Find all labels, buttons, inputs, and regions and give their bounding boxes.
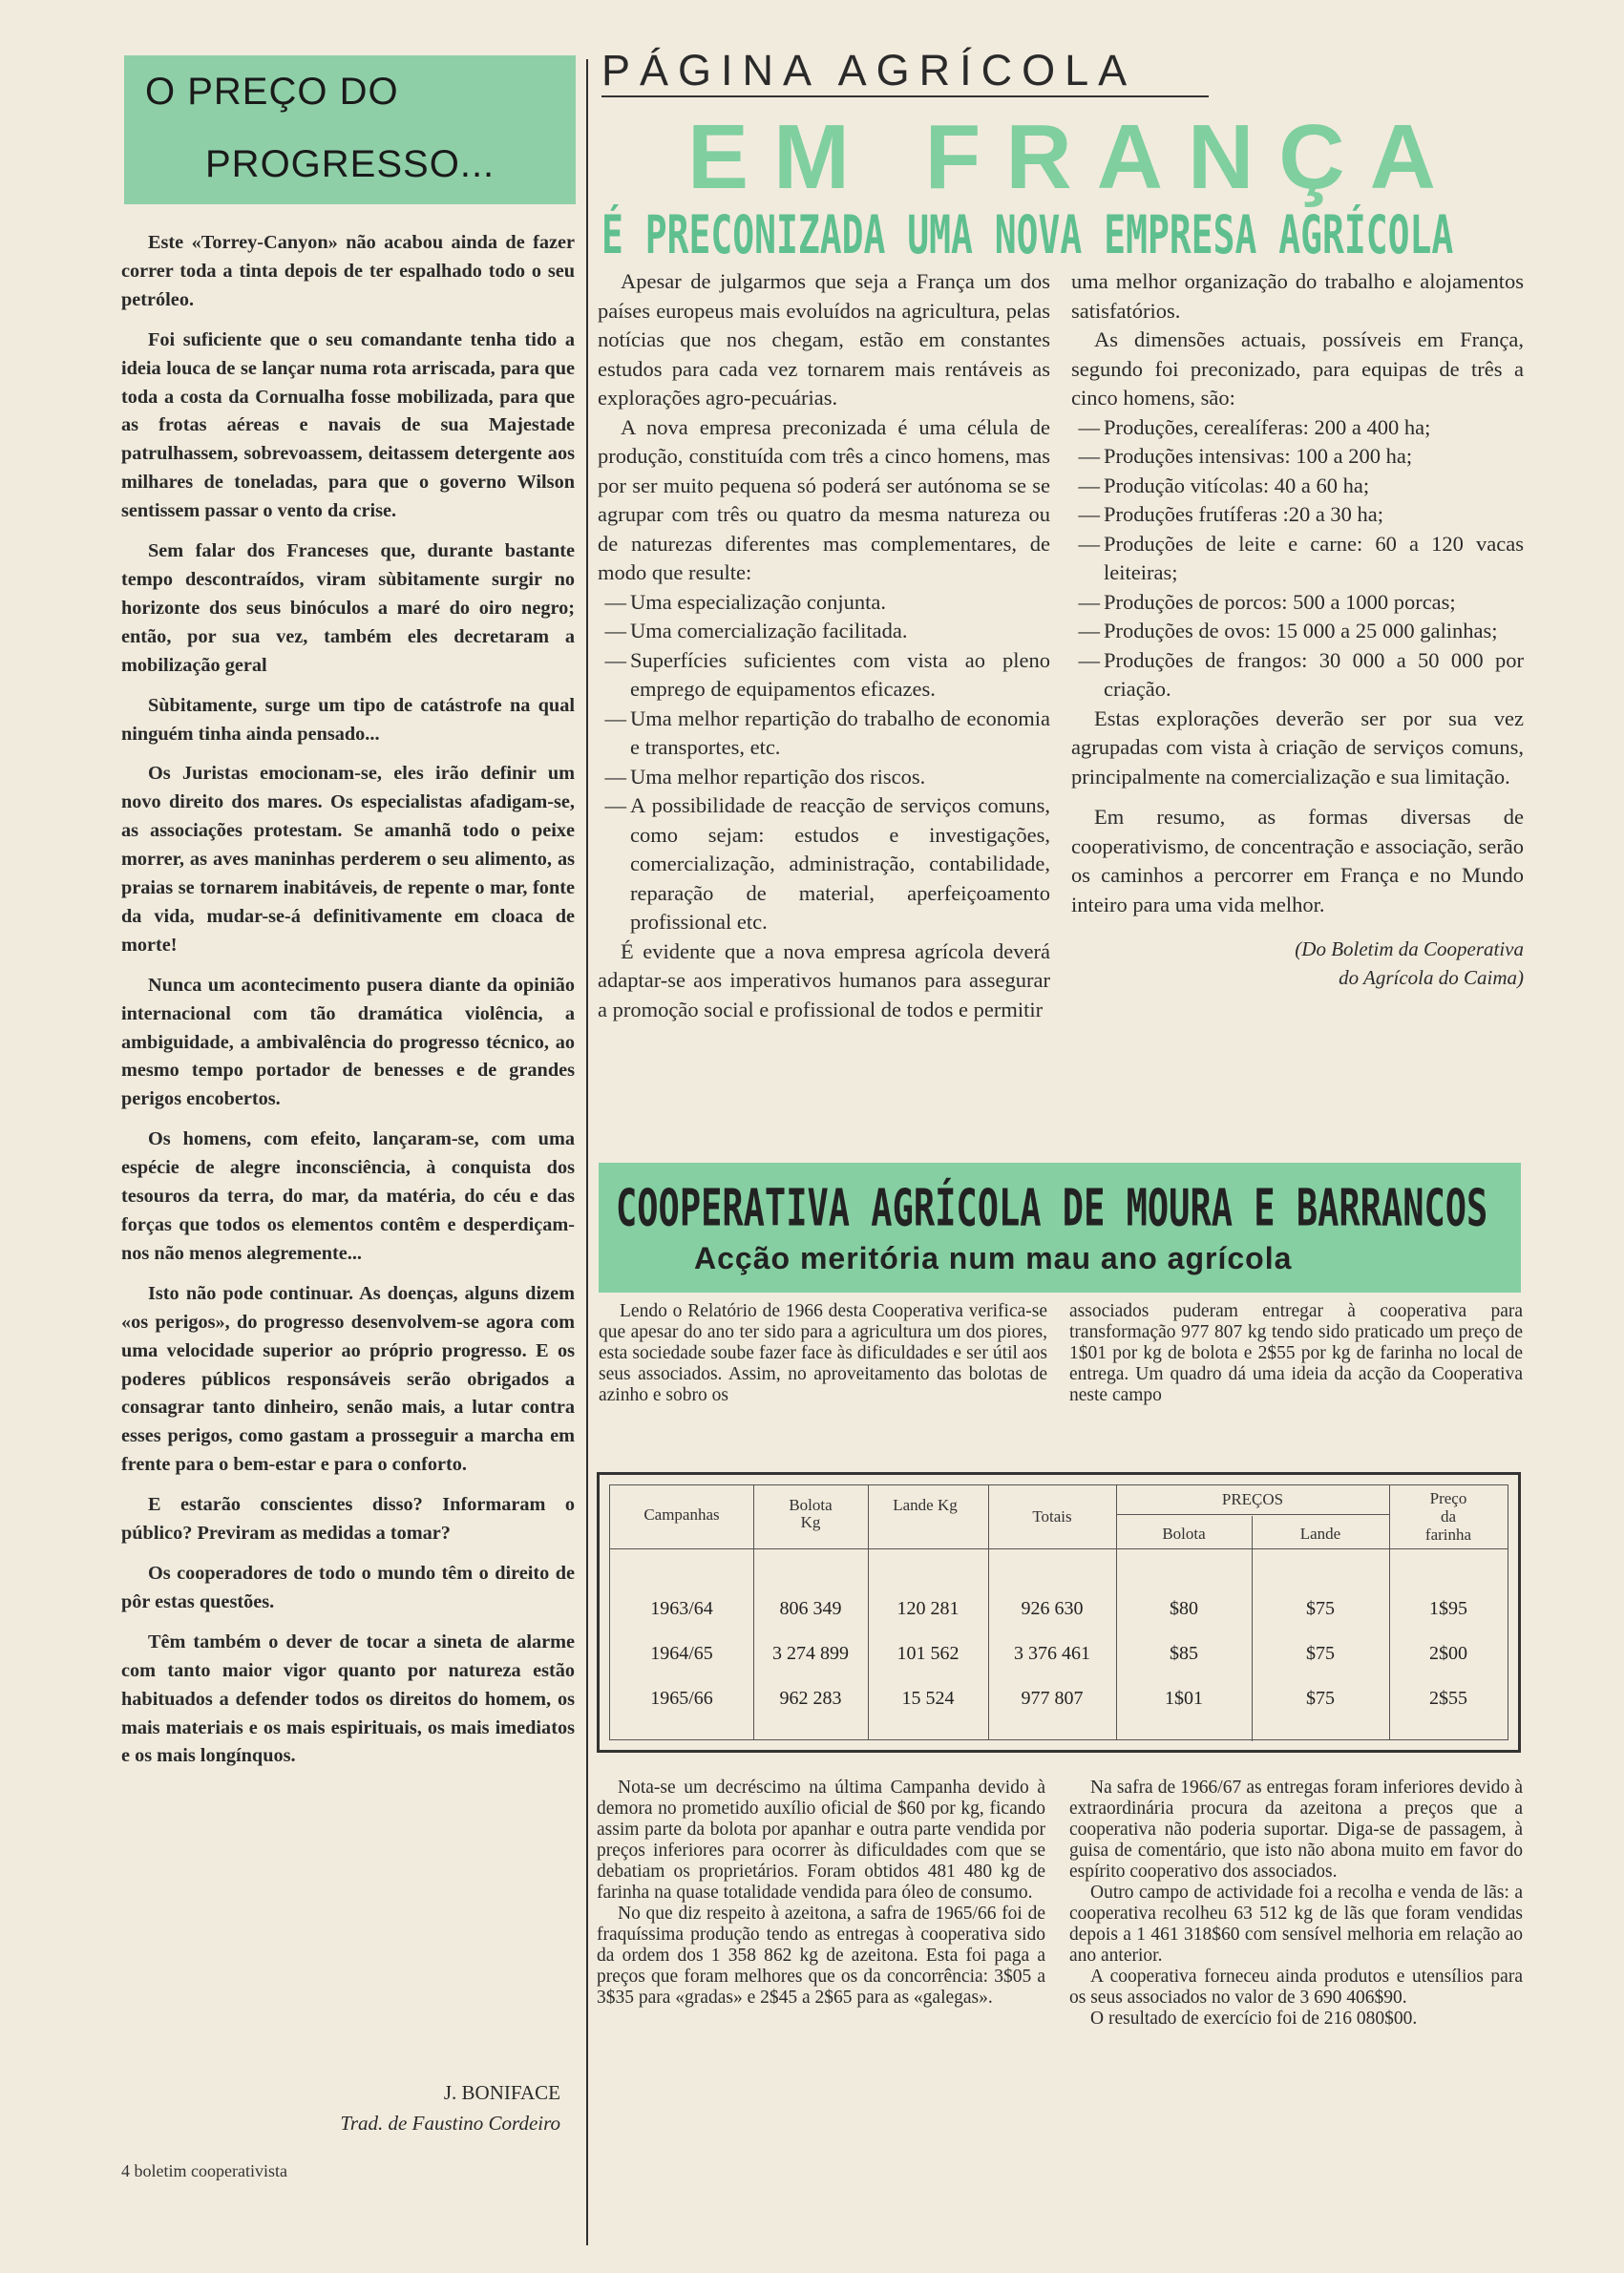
table-cell: $75	[1306, 1688, 1335, 1709]
table-cell: 3 376 461	[1014, 1643, 1090, 1664]
list-item: — Produções frutíferas :20 a 30 ha;	[1078, 502, 1384, 526]
coop-title-box	[599, 1163, 1521, 1293]
header-precos: PREÇOS	[1221, 1490, 1284, 1508]
paragraph: A cooperativa forneceu ainda produtos e utensílios para os seus associados no valor de 3 690 406$90.	[1069, 1967, 1523, 2008]
column-divider	[586, 59, 588, 2245]
list-item: — Produção vitícolas: 40 a 60 ha;	[1078, 473, 1370, 497]
left-paragraph: Foi suficiente que o seu comandante tenha tido a ideia louca de se lançar numa rota arriscada, para que toda a costa da Cornualha fosse mobilizada, para que as frotas aéreas e navais de sua Majestade patrulhassem, sobrevoassem, deitassem detergente aos milhares de toneladas, para que o governo Wilson sentissem passar o vento da crise.	[121, 328, 575, 522]
table-cell: 101 562	[896, 1643, 960, 1664]
table-cell: 806 349	[779, 1598, 842, 1619]
paragraph: É evidente que a nova empresa agrícola deverá adaptar-se aos imperativos humanos para assegurar a promoção social e profissional de todos e permitir	[598, 938, 1050, 1021]
page-footer: 4 boletim cooperativista	[121, 2161, 287, 2180]
list-item: — Produções intensivas: 100 a 200 ha;	[1078, 444, 1413, 468]
table-cell: 1964/65	[650, 1643, 713, 1664]
paragraph: uma melhor organização do trabalho e alojamentos satisfatórios.	[1071, 269, 1524, 323]
section-header: PÁGINA AGRÍCOLA	[601, 46, 1137, 95]
left-signature	[121, 2077, 560, 2138]
table-cell: 15 524	[901, 1688, 955, 1709]
table-cell: 1963/64	[650, 1598, 713, 1619]
left-article-body	[121, 229, 575, 1782]
left-paragraph: Sùbitamente, surge um tipo de catástrofe na qual ninguém tinha ainda pensado...	[121, 694, 575, 745]
author-name: J. BONIFACE	[443, 2081, 560, 2104]
coop-subtitle: Acção meritória num mau ano agrícola	[694, 1241, 1293, 1275]
list-item: — Uma melhor repartição dos riscos.	[604, 764, 926, 789]
list-item: — Uma comercialização facilitada.	[604, 619, 908, 642]
left-paragraph: Isto não pode continuar. As doenças, alguns dizem «os perigos», do progresso desenvolvem-se agora com uma velocidade superior ao próprio progresso. E os poderes públicos responsáveis serão obrigados a consagrar tanto dinheiro, senão mais, a lutar contra esses perigos, como gastam a prosseguir a marcha em frente para o bem-estar e para o conforto.	[121, 1282, 575, 1476]
paragraph: A nova empresa preconizada é uma célula de produção, constituída com três a cinco homens, mas por ser muito pequena só poderá ser autónoma se se agrupar com três ou quatro da mesma natureza ou de naturezas diferentes mas complementares, de modo que resulte:	[598, 414, 1050, 584]
paragraph: Na safra de 1966/67 as entregas foram inferiores devido à extraordinária procura da azeitona a preços que a cooperativa não poderia suportar. Diga-se de passagem, à guisa de comentário, que isto não abona muito em favor do espírito cooperativo dos associados.	[1069, 1778, 1523, 1882]
table-cell: 1$01	[1165, 1688, 1203, 1709]
coop-body-right	[1069, 1778, 1523, 2030]
translator-credit: Trad. de Faustino Cordeiro	[340, 2112, 560, 2135]
paragraph: Lendo o Relatório de 1966 desta Cooperativa verifica-se que apesar do ano ter sido para a agricultura um dos piores, esta sociedade soube fazer face às dificuldades e ser útil aos seus associados. Assim, no aproveitamento das bolotas de azinho e sobro os	[599, 1301, 1047, 1405]
coop-body-left	[597, 1778, 1045, 2009]
left-title-line2: PROGRESSO...	[205, 143, 496, 185]
paragraph: Nota-se um decréscimo na última Campanha devido à demora no prometido auxílio oficial de $60 por kg, ficando assim parte da bolota por apanhar e outra parte vendida por preços inferiores para ocorrer às dificuldades com que se debatiam os proprietários. Foram obtidos 481 480 kg de farinha na quase totalidade vendida para óleo de consumo.	[597, 1778, 1045, 1903]
left-paragraph: Sem falar dos Franceses que, durante bastante tempo descontraídos, viram sùbitamente surgir no horizonte dos seus binóculos a maré do oiro negro; então, por sua vez, também eles decretaram a mobilização geral	[121, 540, 575, 676]
coop-intro-left	[599, 1301, 1047, 1406]
list-item: — Uma melhor repartição do trabalho de economia e transportes, etc.	[604, 705, 1050, 759]
paragraph: Em resumo, as formas diversas de cooperativismo, de concentração e associação, serão os caminhos a percorrer em França e no Mundo inteiro para uma vida melhor.	[1071, 805, 1524, 916]
paragraph: Estas explorações deverão ser por sua vez agrupadas com vista à criação de serviços comuns, principalmente na comercialização e sua limitação.	[1071, 705, 1524, 789]
headline: EM FRANÇA	[687, 106, 1461, 208]
table-cell: 2$00	[1429, 1643, 1467, 1664]
list-item: — Uma especialização conjunta.	[604, 589, 886, 614]
header-bolota: Bolota Kg	[789, 1496, 833, 1531]
table-cell: 1965/66	[650, 1688, 713, 1709]
left-paragraph: Os homens, com efeito, lançaram-se, com uma espécie de alegre inconsciência, à conquista dos tesouros da terra, do mar, da matéria, do céu e das forças que todos os elementos contêm e desperdiçam-nos não menos alegremente...	[121, 1128, 575, 1264]
left-paragraph: E estarão conscientes disso? Informaram o público? Previram as medidas a tomar?	[121, 1494, 575, 1545]
left-paragraph: Os cooperadores de todo o mundo têm o direito de pôr estas questões.	[121, 1562, 575, 1612]
data-table	[597, 1472, 1521, 1753]
header-precos-bolota: Bolota	[1162, 1525, 1206, 1543]
header-rule	[601, 95, 1209, 97]
table-cell: $75	[1306, 1598, 1335, 1619]
list-item: — Produções de porcos: 500 a 1000 porcas;	[1078, 589, 1456, 614]
header-preco-farinha: Preço da farinha	[1424, 1489, 1472, 1544]
header-precos-lande: Lande	[1299, 1525, 1341, 1543]
table-cell: $75	[1306, 1643, 1335, 1664]
table-cell: $85	[1170, 1643, 1198, 1664]
left-paragraph: Este «Torrey-Canyon» não acabou ainda de fazer correr toda a tinta depois de ter espalhado todo o seu petróleo.	[121, 232, 575, 310]
coop-intro-right	[1069, 1301, 1523, 1406]
paragraph: O resultado de exercício foi de 216 080$00.	[1090, 2009, 1418, 2029]
table-cell: $80	[1170, 1598, 1198, 1619]
coop-title: COOPERATIVA AGRÍCOLA DE MOURA E BARRANCOS	[616, 1178, 1488, 1238]
table-cell: 3 274 899	[772, 1643, 849, 1664]
table-cell: 962 283	[779, 1688, 842, 1709]
article-column-middle	[598, 267, 1050, 1024]
table-cell: 120 281	[896, 1598, 960, 1619]
left-title-box	[124, 55, 576, 204]
table-grid	[609, 1484, 1508, 1740]
table-cell: 2$55	[1429, 1688, 1467, 1709]
header-lande: Lande Kg	[893, 1496, 958, 1514]
paragraph: associados puderam entregar à cooperativa para transformação 977 807 kg tendo sido praticado um preço de 1$01 por kg de bolota e 2$55 por kg de farinha no local de entrega. Um quadro dá uma ideia da acção da Cooperativa neste campo	[1069, 1301, 1523, 1405]
left-paragraph: Nunca um acontecimento pusera diante da opinião internacional com tão dramática violência, a ambiguidade, a ambivalência do progresso técnico, ao mesmo tempo portador de benesses e de grandes perigos encobertos.	[121, 974, 575, 1110]
table-cell: 926 630	[1021, 1598, 1084, 1619]
list-item: — Produções de frangos: 30 000 a 50 000 por criação.	[1078, 647, 1524, 701]
left-paragraph: Têm também o dever de tocar a sineta de alarme com tanto maior vigor quanto por natureza estão habituados a defender todos os direitos do homem, os mais materiais e os mais espirituais, os mais imediatos e os mais longínquos.	[121, 1631, 575, 1767]
paragraph: Outro campo de actividade foi a recolha e venda de lãs: a cooperativa recolheu 63 512 kg de lãs que foram vendidas depois a 1 461 318$60 com sensível melhoria em relação ao ano anterior.	[1069, 1883, 1523, 1966]
list-item: — A possibilidade de reacção de serviços comuns, como sejam: estudos e investigações, comercialização, administração, contabilidade, reparação de material, aperfeiçoamento profissional etc.	[604, 793, 1050, 934]
list-item: — Superfícies suficientes com vista ao pleno emprego de equipamentos eficazes.	[604, 647, 1050, 701]
list-item: — Produções, cerealíferas: 200 a 400 ha;	[1078, 414, 1431, 439]
subheadline: É PRECONIZADA UMA NOVA EMPRESA AGRÍCOLA	[601, 204, 1454, 265]
paragraph: Apesar de julgarmos que seja a França um dos países europeus mais evoluídos na agricultura, pelas notícias que nos chegam, estão em constantes estudos para cada vez tornarem mais rentáveis as explorações agro-pecuárias.	[598, 269, 1050, 410]
table-cell: 1$95	[1429, 1598, 1467, 1619]
citation: (Do Boletim da Cooperativa do Agrícola do Caima)	[1295, 937, 1524, 989]
left-title-line1: O PREÇO DO	[145, 71, 399, 113]
header-totais: Totais	[1032, 1507, 1072, 1526]
paragraph: No que diz respeito à azeitona, a safra de 1965/66 foi de fraquíssima produção tendo as entregas à cooperativa sido da ordem dos 1 358 862 kg de azeitona. Esta foi paga a preços que foram melhores que os da concorrência: 3$05 a 3$35 para «gradas» e 2$45 a 2$65 para as «galegas».	[597, 1904, 1045, 2008]
header-campanhas: Campanhas	[643, 1505, 720, 1524]
list-item: — Produções de ovos: 15 000 a 25 000 galinhas;	[1078, 619, 1498, 642]
paragraph: As dimensões actuais, possíveis em França, segundo foi preconizado, para equipas de três a cinco homens, são:	[1071, 327, 1524, 410]
table-cell: 977 807	[1021, 1688, 1084, 1709]
list-item: — Produções de leite e carne: 60 a 120 vacas leiteiras;	[1078, 531, 1524, 584]
left-paragraph: Os Juristas emocionam-se, eles irão definir um novo direito dos mares. Os especialistas afadigam-se, as associações protestam. Se amanhã todo o peixe morrer, as aves maninhas perderem o seu alimento, as praias se tornarem inabitáveis, de repente o mar, fonte da vida, mudar-se-á definitivamente em cloaca de morte!	[121, 763, 575, 956]
article-column-right	[1071, 267, 1524, 992]
